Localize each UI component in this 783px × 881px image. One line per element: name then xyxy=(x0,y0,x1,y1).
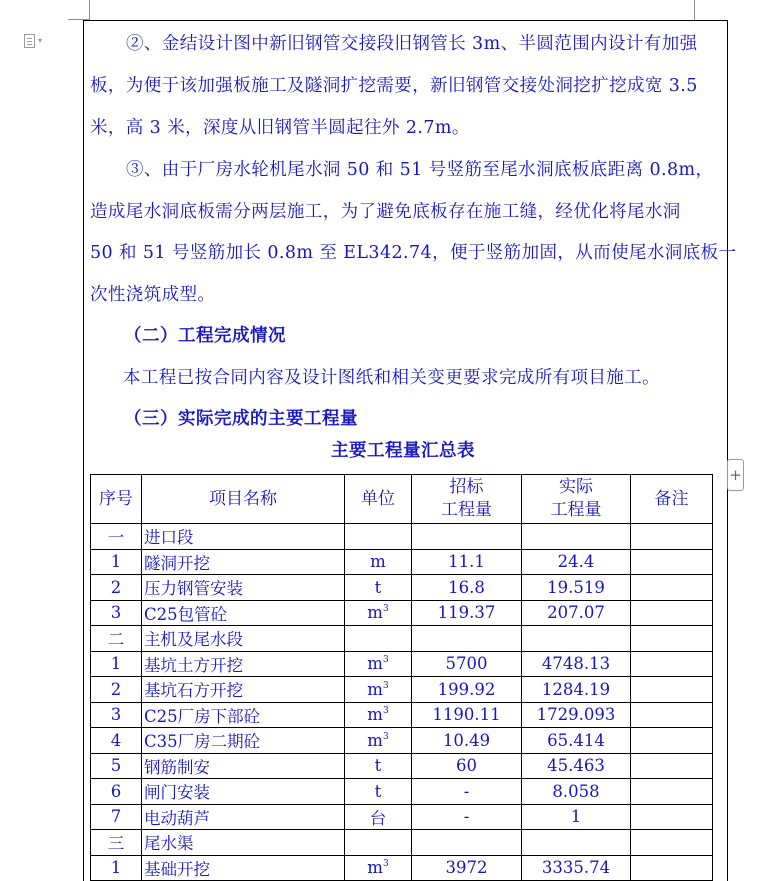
cell-bid-text: 60 xyxy=(456,756,477,776)
table-row xyxy=(91,600,713,626)
cell-no-text: 三 xyxy=(107,834,125,854)
cell-unit xyxy=(345,524,412,550)
cell-remark xyxy=(631,804,713,830)
paragraph-line: 次性浇筑成型。 xyxy=(90,285,216,305)
document-icon[interactable] xyxy=(24,34,42,48)
header-bid-line2: 工程量 xyxy=(441,500,492,520)
unit-superscript: 3 xyxy=(382,680,389,691)
unit-superscript: 3 xyxy=(382,604,389,615)
cell-name-text: 钢筋制安 xyxy=(144,757,210,777)
cell-unit-text: m xyxy=(367,730,383,750)
cell-actual-text: 1284.19 xyxy=(541,679,611,699)
cell-bid-text: - xyxy=(463,807,470,827)
cell-name-text: 基础开挖 xyxy=(144,859,210,879)
table-row xyxy=(91,779,713,805)
crop-mark-left xyxy=(89,0,90,20)
cell-no xyxy=(91,855,142,881)
cell-name xyxy=(142,626,345,652)
cell-bid xyxy=(412,677,522,703)
cell-name xyxy=(142,677,345,703)
header-actual-line1: 实际 xyxy=(559,477,593,497)
cell-name-text: 压力钢管安装 xyxy=(144,579,243,599)
cell-no-text: 4 xyxy=(110,730,122,750)
header-actual-line2: 工程量 xyxy=(550,500,602,520)
cell-remark xyxy=(631,524,713,550)
cell-no xyxy=(91,651,142,677)
cell-actual-text: 1729.093 xyxy=(536,705,616,725)
cell-actual xyxy=(522,804,631,830)
section-text: 本工程已按合同内容及设计图纸和相关变更要求完成所有项目施工。 xyxy=(123,368,660,388)
cell-bid xyxy=(412,855,522,881)
cell-actual-text: 45.463 xyxy=(547,756,605,776)
cell-unit xyxy=(345,830,412,856)
cell-bid-text: 5700 xyxy=(445,654,488,674)
cell-name-text: 隧洞开挖 xyxy=(144,553,210,573)
cell-remark xyxy=(631,600,713,626)
table-row xyxy=(91,524,713,550)
cell-no xyxy=(91,575,142,601)
cell-no xyxy=(91,677,142,703)
cell-name xyxy=(142,651,345,677)
cell-bid-text: 1190.11 xyxy=(432,705,501,725)
cell-no-text: 3 xyxy=(110,705,122,725)
cell-remark xyxy=(631,626,713,652)
document-sheet-icon xyxy=(24,34,35,48)
cell-bid-text: 11.1 xyxy=(448,552,485,572)
cell-name xyxy=(142,728,345,754)
cell-unit-text: m xyxy=(367,858,383,878)
cell-actual xyxy=(522,575,631,601)
cell-bid-text: 10.49 xyxy=(442,730,491,750)
cell-name-text: 电动葫芦 xyxy=(144,808,210,828)
cell-actual xyxy=(522,549,631,575)
cell-name-text: 基坑石方开挖 xyxy=(144,681,243,701)
cell-name xyxy=(142,855,345,881)
paragraph-line: 50 和 51 号竖筋加长 0.8m 至 EL342.74，便于竖筋加固，从而使尾水洞底板一 xyxy=(90,243,737,263)
cell-bid xyxy=(412,600,522,626)
cell-unit xyxy=(345,626,412,652)
cell-unit xyxy=(345,804,412,830)
cell-name-text: C35厂房二期砼 xyxy=(144,732,261,752)
cell-no-text: 1 xyxy=(110,552,122,572)
header-remark: 备注 xyxy=(631,475,713,524)
cell-remark xyxy=(631,855,713,881)
cell-no-text: 7 xyxy=(110,807,122,827)
cell-bid xyxy=(412,651,522,677)
cell-unit xyxy=(345,779,412,805)
cell-bid-text: 119.37 xyxy=(437,603,496,623)
cell-name xyxy=(142,804,345,830)
cell-unit xyxy=(345,575,412,601)
cell-bid-text: 3972 xyxy=(445,858,488,878)
unit-superscript: 3 xyxy=(382,706,389,717)
cell-bid xyxy=(412,804,522,830)
table-title: 主要工程量汇总表 xyxy=(331,441,475,461)
unit-superscript: 3 xyxy=(382,731,389,742)
cell-name-text: C25包管砼 xyxy=(144,604,228,624)
table-row xyxy=(91,855,713,881)
cell-remark xyxy=(631,702,713,728)
cell-no xyxy=(91,549,142,575)
cell-unit-text: m xyxy=(367,679,383,699)
cell-name-text: 主机及尾水段 xyxy=(144,630,243,650)
cell-actual xyxy=(522,779,631,805)
cell-bid xyxy=(412,575,522,601)
cell-actual xyxy=(522,728,631,754)
cell-bid xyxy=(412,626,522,652)
cell-name-text: 尾水渠 xyxy=(144,834,194,854)
add-icon[interactable]: + xyxy=(727,459,744,491)
cell-bid xyxy=(412,830,522,856)
cell-unit xyxy=(345,753,412,779)
cell-bid-text: 16.8 xyxy=(448,577,485,597)
cell-actual xyxy=(522,855,631,881)
cell-no-text: 一 xyxy=(107,528,125,548)
cell-remark xyxy=(631,779,713,805)
cell-actual xyxy=(522,830,631,856)
cell-name xyxy=(142,830,345,856)
table-row xyxy=(91,702,713,728)
cell-actual-text: 24.4 xyxy=(557,552,595,572)
cell-no xyxy=(91,702,142,728)
cell-no xyxy=(91,728,142,754)
cell-actual xyxy=(522,702,631,728)
header-no: 序号 xyxy=(91,475,142,524)
paragraph-line: ③、由于厂房水轮机尾水洞 50 和 51 号竖筋至尾水洞底板底距离 0.8m， xyxy=(126,160,714,180)
cell-no xyxy=(91,600,142,626)
cell-actual xyxy=(522,600,631,626)
cell-no xyxy=(91,753,142,779)
cell-actual-text: 65.414 xyxy=(547,730,605,750)
paragraph-line: ②、金结设计图中新旧钢管交接段旧钢管长 3m、半圆范围内设计有加强 xyxy=(126,34,698,54)
cell-remark xyxy=(631,753,713,779)
table-row xyxy=(91,753,713,779)
cell-unit xyxy=(345,728,412,754)
cell-bid xyxy=(412,753,522,779)
cell-bid-text: 199.92 xyxy=(437,679,496,699)
cell-actual xyxy=(522,753,631,779)
cell-actual xyxy=(522,677,631,703)
cell-actual-text: 19.519 xyxy=(547,577,605,597)
cell-unit xyxy=(345,651,412,677)
cell-no-text: 2 xyxy=(110,679,122,699)
cell-unit-text: t xyxy=(374,756,382,776)
cell-unit-text: t xyxy=(374,577,382,597)
table-row xyxy=(91,626,713,652)
cell-unit xyxy=(345,702,412,728)
table-row xyxy=(91,575,713,601)
quantities-table xyxy=(90,474,713,881)
cell-no-text: 1 xyxy=(110,654,122,674)
cell-bid-text: - xyxy=(463,781,470,801)
table-row xyxy=(91,549,713,575)
cell-no xyxy=(91,626,142,652)
cell-name xyxy=(142,549,345,575)
cell-bid xyxy=(412,728,522,754)
cell-name xyxy=(142,779,345,805)
cell-actual xyxy=(522,524,631,550)
cell-actual-text: 8.058 xyxy=(552,781,600,801)
table-row xyxy=(91,677,713,703)
cell-actual xyxy=(522,626,631,652)
cell-actual xyxy=(522,651,631,677)
cell-actual-text: 1 xyxy=(570,807,582,827)
cell-unit xyxy=(345,549,412,575)
cell-remark xyxy=(631,830,713,856)
cell-remark xyxy=(631,728,713,754)
paragraph-line: 造成尾水洞底板需分两层施工，为了避免底板存在施工缝，经优化将尾水洞 xyxy=(90,202,681,222)
cell-no-text: 1 xyxy=(110,858,122,878)
paragraph-line: 板，为便于该加强板施工及隧洞扩挖需要，新旧钢管交接处洞挖扩挖成宽 3.5 xyxy=(90,76,698,96)
paragraph-line: 米，高 3 米，深度从旧钢管半圆起往外 2.7m。 xyxy=(90,118,470,138)
cell-unit-text: m xyxy=(367,705,383,725)
cell-name-text: 闸门安装 xyxy=(144,783,210,803)
cell-name xyxy=(142,600,345,626)
cell-remark xyxy=(631,575,713,601)
crop-mark-right xyxy=(694,0,695,20)
cell-no xyxy=(91,804,142,830)
section-heading: （三）实际完成的主要工程量 xyxy=(124,409,358,429)
header-bid-line1: 招标 xyxy=(449,477,484,497)
header-name: 项目名称 xyxy=(142,475,345,524)
table-row xyxy=(91,804,713,830)
cell-name-text: 基坑土方开挖 xyxy=(144,655,243,675)
cell-name-text: 进口段 xyxy=(144,528,194,548)
cell-no xyxy=(91,830,142,856)
table-row xyxy=(91,651,713,677)
unit-superscript: 3 xyxy=(382,655,389,666)
cell-no xyxy=(91,779,142,805)
cell-no-text: 6 xyxy=(110,781,122,801)
cell-name xyxy=(142,524,345,550)
cell-bid xyxy=(412,702,522,728)
cell-unit-text: m xyxy=(367,654,383,674)
table-header-row xyxy=(91,475,713,524)
cell-remark xyxy=(631,549,713,575)
cell-name xyxy=(142,702,345,728)
cell-no-text: 2 xyxy=(110,577,122,597)
cell-bid xyxy=(412,549,522,575)
cell-actual-text: 207.07 xyxy=(547,603,605,623)
cell-remark xyxy=(631,677,713,703)
header-unit: 单位 xyxy=(345,475,412,524)
cell-name xyxy=(142,753,345,779)
cell-unit-text: m xyxy=(367,603,383,623)
unit-superscript: 3 xyxy=(382,859,389,870)
cell-unit xyxy=(345,600,412,626)
header-actual-quantity xyxy=(522,475,631,524)
cell-no-text: 3 xyxy=(110,603,122,623)
cell-name-text: C25厂房下部砼 xyxy=(144,706,261,726)
cell-unit xyxy=(345,677,412,703)
cell-unit-text: 台 xyxy=(369,808,387,828)
cell-actual-text: 4748.13 xyxy=(541,654,611,674)
cell-no xyxy=(91,524,142,550)
section-heading: （二）工程完成情况 xyxy=(124,326,286,346)
cell-no-text: 二 xyxy=(107,630,125,650)
cell-remark xyxy=(631,651,713,677)
cell-bid xyxy=(412,524,522,550)
cell-unit xyxy=(345,855,412,881)
cell-unit-text: m xyxy=(370,552,386,572)
cell-name xyxy=(142,575,345,601)
table-row xyxy=(91,830,713,856)
cell-unit-text: t xyxy=(374,781,382,801)
header-bid-quantity xyxy=(412,475,522,524)
cell-no-text: 5 xyxy=(110,756,122,776)
cell-actual-text: 3335.74 xyxy=(541,858,611,878)
chevron-down-icon: ▾ xyxy=(38,36,43,45)
table-row xyxy=(91,728,713,754)
cell-bid xyxy=(412,779,522,805)
